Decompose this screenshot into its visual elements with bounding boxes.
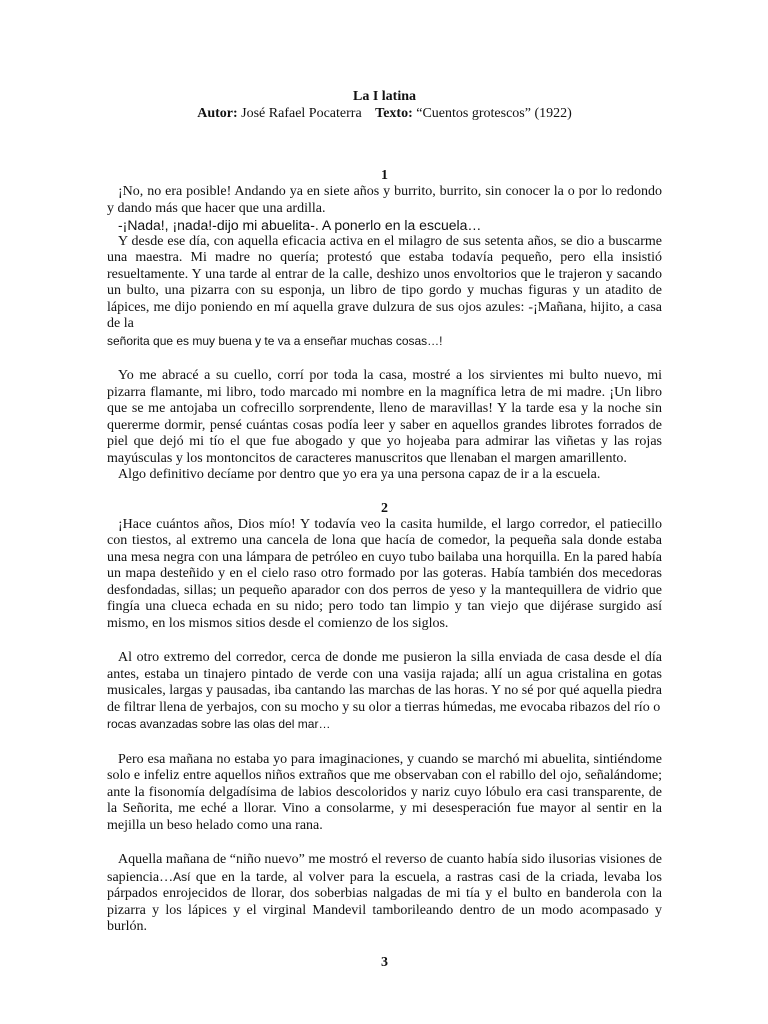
paragraph-text: Al otro extremo del corredor, cerca de donde me pusieron la silla enviada de casa desde el día antes, estaba un tinajero pintado de verde con una vasija rajada; allí un agua cristalina en gotas musicales, largas y pausadas, iba cantando las marchas de las horas. Y no sé por qué aquella piedra de filtrar llena de yerbajos, con su mocho y su olor a tierras húmedas, me evocaba ribazos del río o bbox=[107, 650, 662, 715]
section-number-1: 1 bbox=[381, 168, 388, 183]
paragraph: ¡No, no era posible! Andando ya en siete años y burrito, burrito, sin conocer la o por lo redondo y dando más que hacer que una ardilla. bbox=[107, 184, 662, 216]
paragraph-text-tail: rocas avanzadas sobre las olas del mar… bbox=[107, 717, 331, 731]
author-label: Autor: bbox=[197, 106, 238, 121]
paragraph: -¡Nada!, ¡nada!-dijo mi abuelita-. A ponerlo en la escuela… bbox=[118, 217, 482, 233]
document-byline bbox=[107, 105, 662, 123]
paragraph-text: Aquella mañana de “niño nuevo” me mostró el reverso de cuanto había sido ilusorias visiones de bbox=[118, 852, 662, 867]
paragraph: ¡Hace cuántos años, Dios mío! Y todavía veo la casita humilde, el largo corredor, el patiecillo con tiestos, al extremo una cancela de lona que hacía de comedor, la pequeña sala donde estaba una mesa negra con una lámpara de petróleo en cuyo tubo bailaba una horquilla. En la pared había un mapa desteñido y en el cielo raso otro formado por las goteras. Había también dos mecedoras desfondadas, sillas; un pequeño aparador con dos perros de yeso y la mantequillera de vidrio que fingía una clueca echada en su nido; pero todo tan limpio y tan viejo que dijérase surgido así mismo, en los mismos sitios desde el comienzo de los siglos. bbox=[107, 516, 662, 631]
document-page bbox=[107, 88, 662, 971]
paragraph: Yo me abracé a su cuello, corrí por toda la casa, mostré a los sirvientes mi bulto nuevo, mi pizarra flamante, mi libro, todo marcado mi nombre en la magnífica letra de mi madre. ¡Un libro que se me antojaba un cofrecillo sorprendente, lleno de maravillas! Y la tarde esa y la noche sin quererme dormir, pensé cuántas cosas podía leer y saber en aquellos grandes librotes forrados de piel que dejó mi tío el que fue abogado y que yo hojeaba para admirar las viñetas y las rojas mayúsculas y los montoncitos de caracteres manuscritos que llenaban el margen amarillento. bbox=[107, 368, 662, 466]
document-title: La I latina bbox=[352, 89, 416, 104]
paragraph-text: sapiencia… bbox=[107, 869, 174, 885]
text-label: Texto: bbox=[375, 106, 413, 121]
paragraph: Algo definitivo decíame por dentro que yo era ya una persona capaz de ir a la escuela. bbox=[118, 467, 601, 482]
text-source: “Cuentos grotescos” (1922) bbox=[416, 106, 572, 121]
paragraph bbox=[107, 650, 662, 734]
section-number-3: 3 bbox=[381, 954, 388, 970]
author-name: José Rafael Pocaterra bbox=[241, 106, 362, 121]
paragraph-text: Y desde ese día, con aquella eficacia activa en el milagro de sus setenta años, se dio a buscarme una maestra. Mi madre no quería; protestó que estaba todavía pequeño, pero ella insistió resueltamente. Y una tarde al entrar de la calle, deshizo unos envoltorios que le trajeron y sacando un bulto, una pizarra con su esponja, un libro de tipo gordo y muchas figuras y un atadito de lápices, me dijo poniendo en mí aquella grave dulzura de sus ojos azules: -¡Mañana, hijito, a casa de la bbox=[107, 233, 662, 331]
paragraph bbox=[107, 852, 662, 936]
paragraph: Pero esa mañana no estaba yo para imaginaciones, y cuando se marchó mi abuelita, sintiéndome solo e infeliz entre aquellos niños extraños que me observaban con el rabillo del ojo, señalándome; ante la fisonomía delgadísima de labios descoloridos y nariz cuyo lóbulo era casi transparente, de la Señorita, me eché a llorar. Vino a consolarme, y mi desesperación fue mayor al sentir en la mejilla un beso helado como una rana. bbox=[107, 751, 662, 833]
paragraph-text: Así bbox=[173, 869, 191, 884]
paragraph bbox=[107, 234, 662, 351]
paragraph-text: que en la tarde, al volver para la escuela, a rastras casi de la criada, levaba los párpados enrojecidos de llorar, dos soberbias nalgadas de mi tía y el bulto en banderola con la pizarra y los lápices y el virginal Mandevil tamborileando dentro de un modo acompasado y burlón. bbox=[107, 869, 662, 934]
section-number-2: 2 bbox=[381, 500, 388, 516]
paragraph-text-tail: señorita que es muy buena y te va a enseñar muchas cosas…! bbox=[107, 333, 443, 348]
